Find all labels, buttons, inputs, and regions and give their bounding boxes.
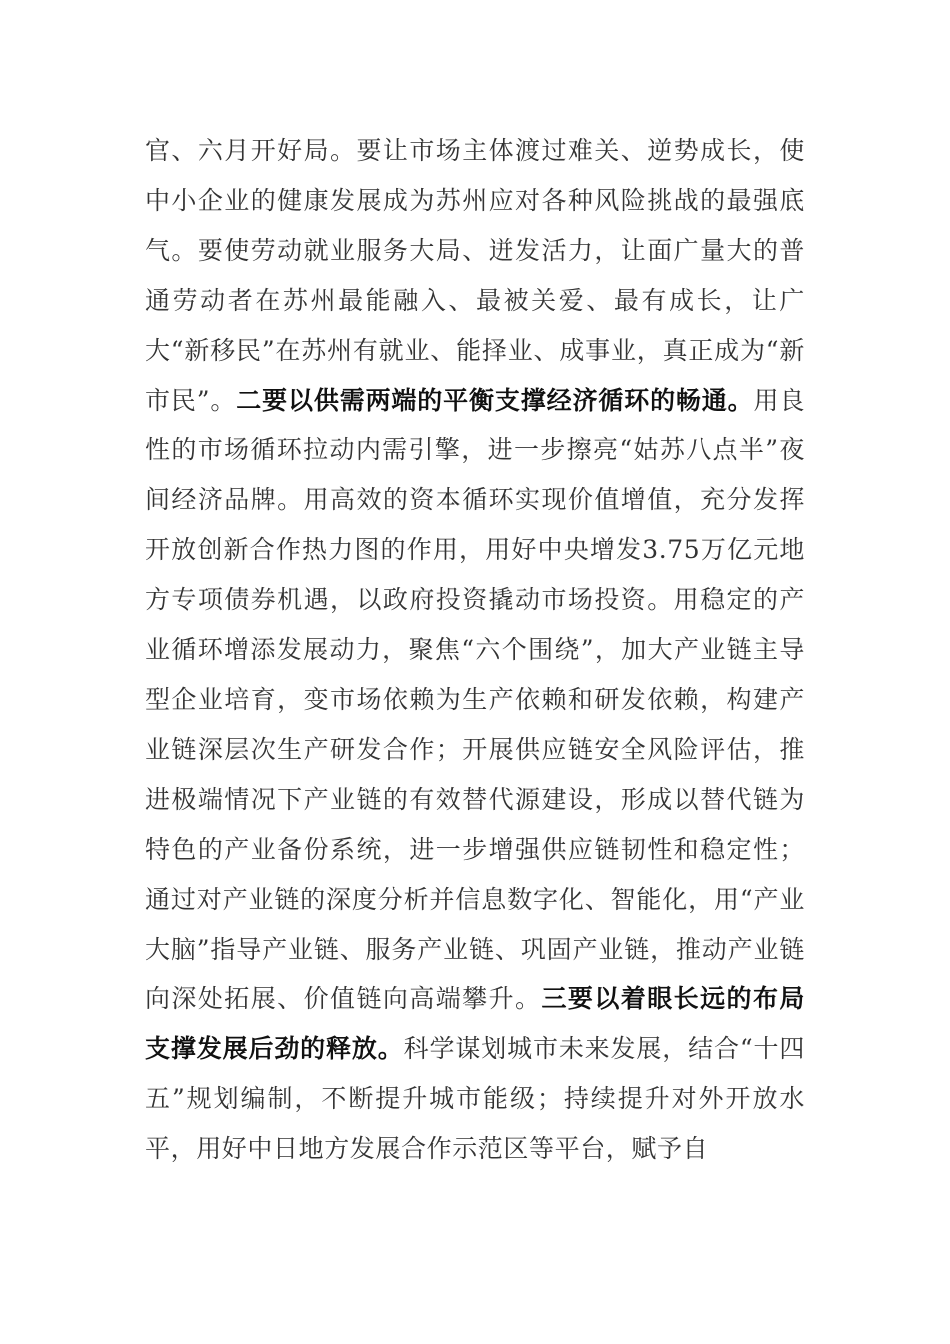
bold-heading-point-three: 三要以着眼长远的布局支撑发展后劲的释放。 <box>145 984 805 1064</box>
paragraph-text-intro: 官、六月开好局。要让市场主体渡过难关、逆势成长，使中小企业的健康发展成为苏州应对各种风险挑战的最强底气。要使劳动就业服务大局、迸发活力，让面广量大的普通劳动者在苏州最能融入、最被关爱、最有成长，让广大“新移民”在苏州有就业、能择业、成事业，真正成为“新市民”。 <box>145 136 805 415</box>
body-paragraph <box>145 126 805 1174</box>
paragraph-text-point-three: 科学谋划城市未来发展，结合“十四五”规划编制，不断提升城市能级；持续提升对外开放水平，用好中日地方发展合作示范区等平台，赋予自 <box>145 1034 805 1164</box>
paragraph-text-point-two: 用良性的市场循环拉动内需引擎，进一步擦亮“姑苏八点半”夜间经济品牌。用高效的资本循环实现价值增值，充分发挥开放创新合作热力图的作用，用好中央增发3.75万亿元地方专项债券机遇，以政府投资撬动市场投资。用稳定的产业循环增添发展动力，聚焦“六个围绕”，加大产业链主导型企业培育，变市场依赖为生产依赖和研发依赖，构建产业链深层次生产研发合作；开展供应链安全风险评估，推进极端情况下产业链的有效替代源建设，形成以替代链为特色的产业备份系统，进一步增强供应链韧性和稳定性；通过对产业链的深度分析并信息数字化、智能化，用“产业大脑”指导产业链、服务产业链、巩固产业链，推动产业链向深处拓展、价值链向高端攀升。 <box>145 385 805 1014</box>
bold-heading-point-two: 二要以供需两端的平衡支撑经济循环的畅通。 <box>236 385 754 415</box>
